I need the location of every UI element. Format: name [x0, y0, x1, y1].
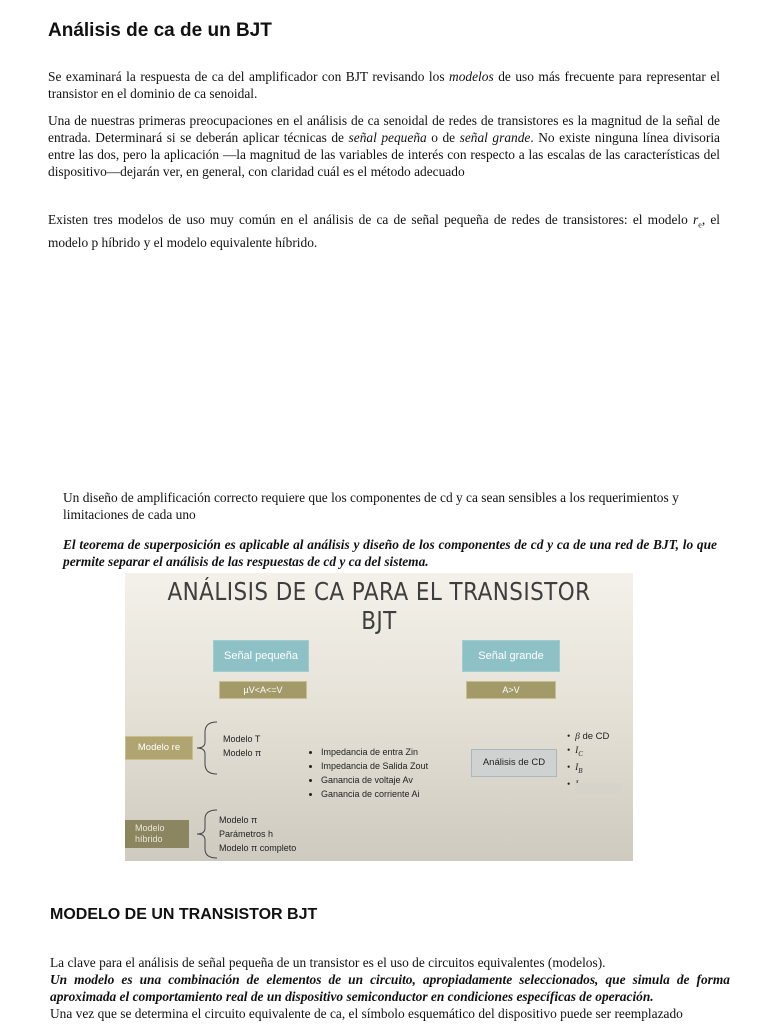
current-subscript: B [578, 766, 583, 775]
text: Una de nuestras primeras preocupaciones en el análisis de ca senoidal de redes de transistores es la magnitud de la señal de entrada. Determinará si se deberán aplicar técnicas de [48, 113, 720, 145]
current-subscript: C [578, 749, 583, 758]
model-re-box: Modelo re [125, 736, 193, 760]
model-hybrid-box [125, 820, 189, 848]
large-range-box: A>V [466, 681, 556, 699]
large-signal-box: Señal grande [462, 640, 560, 672]
hybrid-item: Modelo π completo [219, 843, 297, 853]
section-heading: MODELO DE UN TRANSISTOR BJT [50, 906, 318, 923]
text-italic: señal pequeña [348, 130, 427, 145]
slide-image [125, 573, 633, 861]
hybrid-item: Parámetros h [219, 829, 274, 839]
current-symbol: I [575, 746, 579, 756]
brace-hybrid [195, 808, 219, 860]
dc-item-label: de CD [579, 731, 610, 742]
re-item: Modelo π [223, 748, 262, 758]
text: . No existe ninguna línea divisoria entre las dos, pero la aplicación —la magnitud de las variables de interés con respecto a las escalas de las características del dispositivo—dejarán ver, en general, con claridad cuál es el método adecuado [48, 130, 720, 179]
paragraph-design: Un diseño de amplificación correcto requiere que los componentes de cd y ca sean sensibles a los requerimientos y limitaciones de cada uno [63, 490, 679, 522]
paragraph-model-definition: Un modelo es una combinación de elementos de un circuito, apropiadamente seleccionados, que simula de forma aproximada el comportamiento real de un dispositivo semiconductor en condiciones específicas de operación. [50, 972, 730, 1004]
text: Existen tres modelos de uso muy común en el análisis de ca de señal pequeña de redes de transistores: el modelo [48, 212, 694, 227]
subscript: e [698, 220, 702, 230]
dc-item: • $I_C$ [567, 746, 583, 758]
model-hybrid-line1: Modelo [135, 823, 165, 833]
dc-analysis-box: Análisis de CD [471, 749, 557, 777]
small-range-box: µV<A<=V [219, 681, 307, 699]
dc-items-overlay [575, 783, 621, 793]
beta-symbol: β [575, 732, 580, 742]
text: o de [426, 130, 460, 145]
brace-re [195, 720, 219, 776]
hybrid-model-list [219, 813, 296, 855]
text-italic: señal grande [459, 130, 531, 145]
small-signal-box: Señal pequeña [213, 640, 309, 672]
text: Se examinará la respuesta de ca del amplificador con BJT revisando los [48, 69, 450, 84]
impedance-item: • Ganancia de voltaje Av [321, 773, 428, 787]
text: de uso más frecuente para representar el transistor en el dominio de ca senoidal. [48, 69, 720, 101]
slide-title: ANÁLISIS DE CA PARA EL TRANSISTOR BJT [167, 577, 591, 635]
re-item: Modelo T [223, 734, 261, 744]
page-title: Análisis de ca de un BJT [48, 20, 272, 41]
text-italic: r [693, 212, 699, 227]
hybrid-item: Modelo π [219, 815, 258, 825]
dc-item: • $I_B$ [567, 762, 583, 775]
paragraph-key: La clave para el análisis de señal pequeña de un transistor es el uso de circuitos equivalentes (modelos). [50, 955, 606, 970]
text: , el modelo p híbrido y el modelo equivalente híbrido. [48, 212, 721, 250]
impedance-item: • Ganancia de corriente Ai [321, 787, 428, 801]
re-model-list [223, 732, 261, 760]
dc-item: • β de CD [567, 731, 610, 742]
dc-item: • [567, 778, 609, 795]
text-italic: modelos [449, 69, 494, 84]
model-hybrid-line2: híbrido [135, 834, 163, 844]
current-symbol: I [575, 762, 579, 773]
impedance-item: • Impedancia de entra Zin [321, 745, 428, 759]
paragraph-equivalent: Una vez que se determina el circuito equivalente de ca, el símbolo esquemático del dispositivo puede ser reemplazado [50, 1006, 683, 1021]
impedance-item: • Impedancia de Salida Zout [321, 759, 428, 773]
paragraph-intro [48, 68, 720, 102]
impedance-list [307, 745, 428, 801]
paragraph-superposition: El teorema de superposición es aplicable al análisis y diseño de los componentes de cd y ca de una red de BJT, lo que permite separar el análisis de las respuestas de cd y ca del sistema. [63, 537, 717, 569]
paragraph-models [48, 211, 720, 251]
paragraph-concerns [48, 112, 720, 180]
